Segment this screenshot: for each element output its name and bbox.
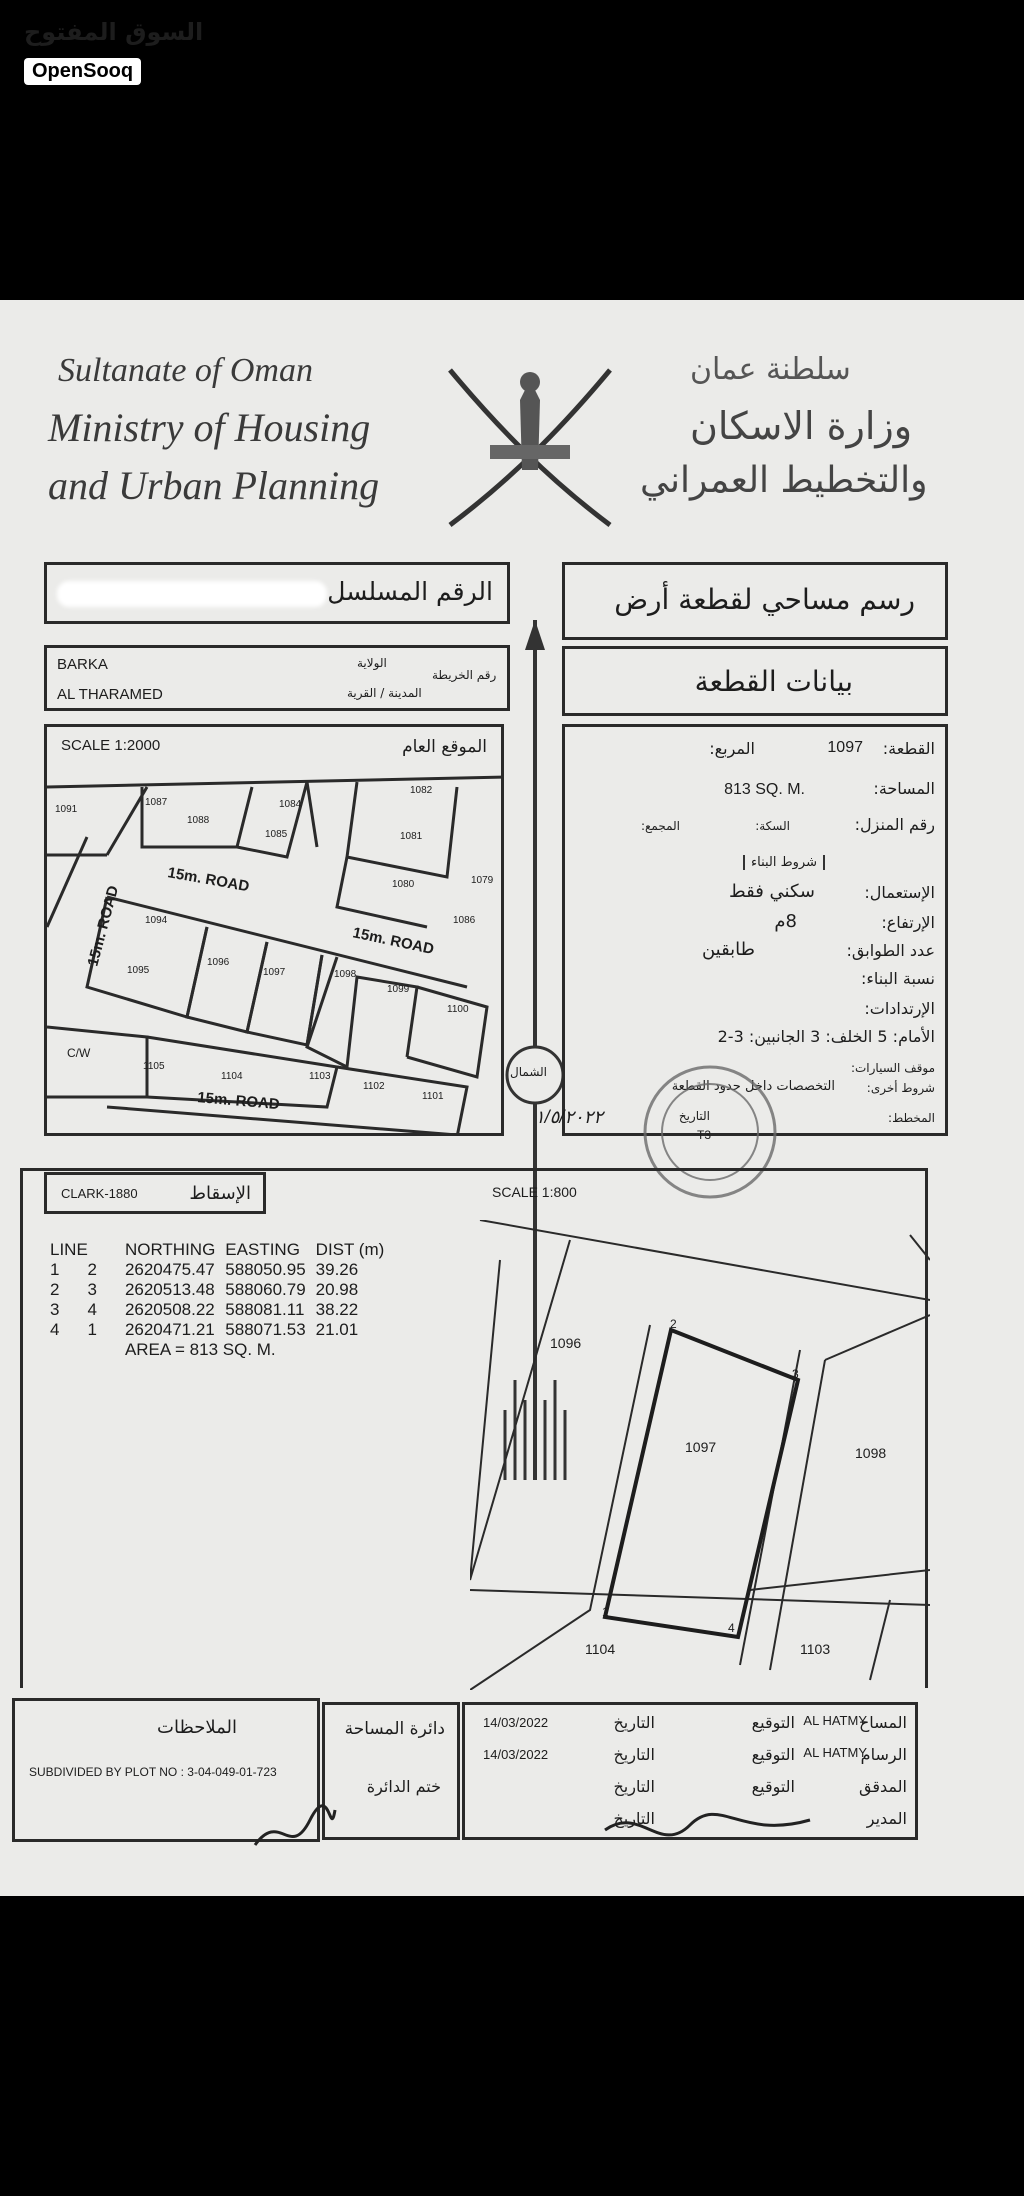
header-ar-line1: سلطنة عمان: [690, 352, 851, 387]
plot-1104: 1104: [221, 1071, 243, 1082]
plot-1087: 1087: [145, 797, 168, 808]
site-map-label: الموقع العام: [402, 737, 487, 757]
conditions-title: شروط البناء: [743, 855, 825, 870]
detail-plot-1097: 1097: [685, 1439, 717, 1455]
plot-1095: 1095: [127, 965, 150, 976]
plot-1099: 1099: [387, 984, 410, 995]
map-no-label: رقم الخريطة: [432, 668, 497, 682]
plot-1084: 1084: [279, 799, 302, 810]
city-value: AL THARAMED: [57, 686, 163, 703]
use-label: الإستعمال:: [864, 883, 935, 902]
detail-plot-1098: 1098: [855, 1445, 887, 1461]
plot-1080: 1080: [392, 879, 415, 890]
plot-1086: 1086: [453, 915, 476, 926]
date-label: التاريخ: [678, 1109, 710, 1123]
col-dist: DIST (m): [315, 1240, 385, 1259]
corner-4: 4: [728, 1621, 735, 1635]
projection-label: الإسقاط: [189, 1183, 251, 1204]
header-en-line1: Sultanate of Oman: [58, 352, 313, 389]
header-ar-line2: وزارة الاسكان: [690, 404, 913, 448]
site-map-drawing: [47, 727, 504, 1136]
document-title: رسم مساحي لقطعة أرض: [614, 583, 915, 616]
checker-label: المدقق: [859, 1777, 907, 1796]
corner-1: 1: [602, 1605, 609, 1619]
detail-plot-1103: 1103: [800, 1641, 831, 1657]
plot-detail-drawing: [470, 1220, 930, 1690]
road-label-4: 15m. ROAD: [196, 1089, 281, 1114]
complex-label: المجمع:: [640, 819, 680, 833]
surveyor-date: 14/03/2022: [483, 1715, 549, 1730]
coordinates-header-row: [50, 1240, 394, 1260]
surveyor-name: AL HATMY: [803, 1713, 867, 1728]
parking-label: موقف السيارات:: [850, 1061, 935, 1075]
plot-1085: 1085: [265, 829, 288, 840]
serial-number-box: [44, 562, 510, 624]
header-ar-line3: والتخطيط العمراني: [640, 460, 928, 501]
table-row: 2 3 2620513.48 588060.79 20.98: [50, 1280, 359, 1299]
cw-label: C/W: [67, 1046, 91, 1060]
header-en-line2: Ministry of Housing: [48, 405, 371, 450]
other-conditions-label: شروط أخرى:: [866, 1081, 935, 1095]
plot-data-title: بيانات القطعة: [694, 665, 853, 698]
detail-plot-1096: 1096: [550, 1335, 582, 1351]
city-label: المدينة / القرية: [347, 686, 422, 700]
table-row: 1 2 2620475.47 588050.95 39.26: [50, 1260, 359, 1279]
area-value: 813 SQ. M.: [724, 781, 805, 798]
survey-document: [0, 300, 1024, 1896]
checker-date-label: التاريخ: [613, 1777, 655, 1796]
coordinates-table: [50, 1240, 394, 1360]
ratio-label: نسبة البناء:: [861, 969, 935, 988]
plot-1081: 1081: [400, 831, 423, 842]
floors-value: طابقين: [701, 939, 755, 960]
detail-scale: SCALE 1:800: [492, 1184, 577, 1200]
notes-label: الملاحظات: [157, 1717, 237, 1738]
surveyor-signature-label: التوقيع: [751, 1713, 795, 1732]
area-row: [50, 1340, 394, 1360]
block-label: المربع:: [709, 739, 755, 758]
height-label: الإرتفاع:: [881, 913, 935, 932]
col-line: LINE: [50, 1240, 88, 1259]
subdivided-note: SUBDIVIDED BY PLOT NO : 3-04-049-01-723: [29, 1765, 277, 1779]
drafter-label: الرسام: [860, 1745, 907, 1764]
parking-value: التخصصات داخل حدود القطعة: [671, 1079, 835, 1094]
drafter-name: AL HATMY: [803, 1745, 867, 1760]
road-label-1: 15m. ROAD: [166, 864, 251, 896]
wilaya-label: الولاية: [357, 656, 387, 670]
north-label: الشمال: [510, 1065, 548, 1079]
projection-clark: CLARK-1880: [61, 1186, 138, 1201]
plot-1103: 1103: [309, 1071, 331, 1082]
plot-1088: 1088: [187, 815, 210, 826]
table-row: 4 1 2620471.21 588071.53 21.01: [50, 1320, 359, 1339]
plot-1082: 1082: [410, 785, 433, 796]
area-label: المساحة:: [873, 779, 935, 798]
planner-label: المخطط:: [888, 1111, 935, 1125]
oman-emblem-icon: [430, 350, 630, 540]
table-row: 3 4 2620508.22 588081.11 38.22: [50, 1300, 359, 1319]
plot-number-label: القطعة:: [882, 739, 935, 758]
plot-1094: 1094: [145, 915, 168, 926]
redacted-serial: [57, 581, 327, 607]
header-en-line3: and Urban Planning: [48, 463, 380, 508]
street-label: السكة:: [755, 819, 790, 833]
plot-1102: 1102: [363, 1081, 385, 1092]
setbacks-label: الإرتدادات:: [864, 999, 935, 1018]
surveyor-date-label: التاريخ: [613, 1713, 655, 1732]
drafter-signature-label: التوقيع: [751, 1745, 795, 1764]
plot-1096: 1096: [207, 957, 230, 968]
plot-1105: 1105: [143, 1061, 165, 1072]
date-value: ١/٥/٢٠٢٢: [535, 1107, 604, 1127]
plot-data-box: [535, 724, 948, 1142]
corner-3: 3: [792, 1367, 799, 1381]
road-label-3: 15m. ROAD: [84, 883, 123, 969]
plot-1079: 1079: [471, 875, 494, 886]
plot-1091: 1091: [55, 804, 78, 815]
road-label-2: 15m. ROAD: [351, 924, 436, 959]
location-box: [44, 645, 510, 711]
document-title-box: [562, 562, 948, 640]
use-value: سكني فقط: [729, 881, 815, 902]
checker-signature-label: التوقيع: [751, 1777, 795, 1796]
survey-dept-label: دائرة المساحة: [344, 1719, 445, 1739]
site-map-scale: SCALE 1:2000: [61, 737, 161, 754]
drafter-date: 14/03/2022: [483, 1747, 549, 1762]
opensooq-arabic-logo: السوق المفتوح: [24, 18, 204, 46]
surveyor-label: المساح: [858, 1713, 907, 1732]
director-date-label: التاريخ: [613, 1809, 655, 1828]
serial-label: الرقم المسلسل: [327, 577, 493, 606]
corner-2: 2: [670, 1317, 677, 1331]
plot-1100: 1100: [447, 1004, 469, 1015]
director-label: المدير: [866, 1809, 907, 1828]
col-easting: EASTING: [225, 1240, 300, 1259]
plot-1101: 1101: [422, 1091, 444, 1102]
floors-label: عدد الطوابق:: [846, 941, 935, 960]
general-site-map: [44, 724, 504, 1136]
height-value: 8م: [774, 911, 797, 932]
plot-1097: 1097: [263, 967, 286, 978]
house-no-label: رقم المنزل:: [854, 815, 935, 834]
opensooq-logo: OpenSooq: [24, 58, 141, 85]
area-total: AREA = 813 SQ. M.: [124, 1340, 276, 1359]
signature-scribble-icon: [250, 1800, 340, 1860]
wilaya-value: BARKA: [57, 656, 108, 673]
col-northing: NORTHING: [124, 1240, 216, 1259]
plot-number: 1097: [827, 739, 863, 756]
svg-text:T3: T3: [697, 1128, 712, 1142]
detail-plot-1104: 1104: [585, 1641, 616, 1657]
setbacks-value: الأمام: 5 الخلف: 3 الجانبين: 3-2: [717, 1027, 935, 1046]
plot-1098: 1098: [334, 969, 357, 980]
dept-stamp-label: ختم الدائرة: [366, 1777, 441, 1796]
plot-data-title-box: [562, 646, 948, 716]
survey-dept-box: [322, 1702, 460, 1840]
drafter-date-label: التاريخ: [613, 1745, 655, 1764]
director-signature-icon: [600, 1800, 820, 1860]
